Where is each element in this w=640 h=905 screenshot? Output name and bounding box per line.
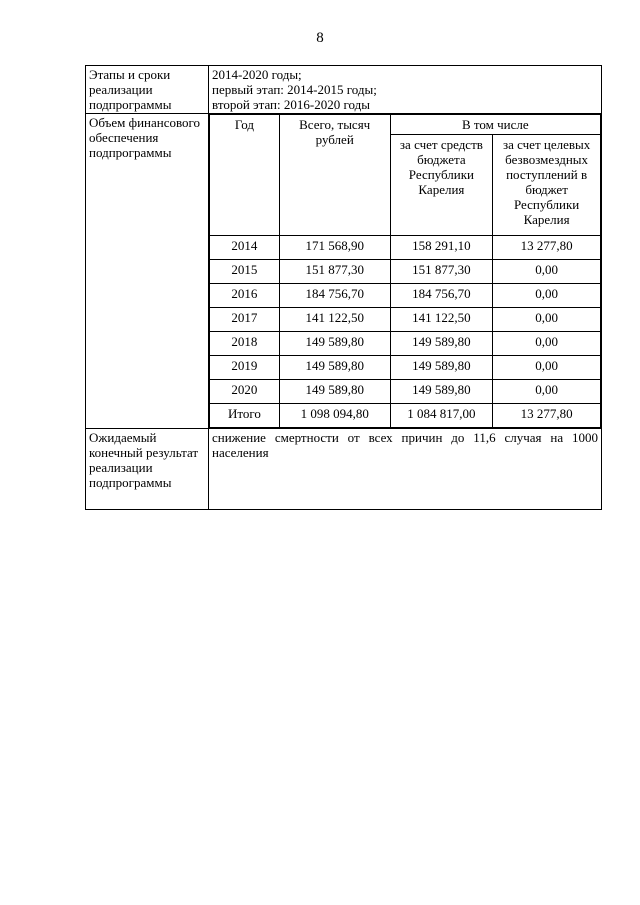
budget-cell: 149 589,80: [390, 380, 493, 404]
budget-cell: 1 084 817,00: [390, 404, 493, 428]
budget-cell: 149 589,80: [390, 356, 493, 380]
stages-row: [86, 66, 602, 114]
total-cell: 184 756,70: [279, 284, 390, 308]
financing-data-row: [210, 284, 601, 308]
total-cell: 149 589,80: [279, 332, 390, 356]
targeted-cell: 0,00: [493, 332, 601, 356]
financing-label: Объем финансового обеспечения подпрограммы: [86, 114, 209, 429]
total-cell: 141 122,50: [279, 308, 390, 332]
budget-cell: 149 589,80: [390, 332, 493, 356]
financing-header-row: [210, 115, 601, 135]
result-text: снижение смертности от всех причин до 11,6 случая на 1000 населения: [209, 429, 602, 510]
financing-row: [86, 114, 602, 429]
result-label: Ожидаемый конечный результат реализации подпрограммы: [86, 429, 209, 510]
financing-body: [210, 236, 601, 428]
targeted-cell: 0,00: [493, 284, 601, 308]
total-cell: 171 568,90: [279, 236, 390, 260]
targeted-cell: 0,00: [493, 260, 601, 284]
header-year: Год: [210, 115, 280, 236]
financing-data-row: [210, 404, 601, 428]
year-cell: 2018: [210, 332, 280, 356]
year-cell: 2015: [210, 260, 280, 284]
stages-line: первый этап: 2014-2015 годы;: [212, 82, 377, 97]
total-cell: 149 589,80: [279, 380, 390, 404]
stages-line: второй этап: 2016-2020 годы: [212, 97, 370, 112]
year-cell: 2016: [210, 284, 280, 308]
stages-text: [209, 66, 602, 114]
financing-cell: [209, 114, 602, 429]
year-cell: 2014: [210, 236, 280, 260]
total-cell: 1 098 094,80: [279, 404, 390, 428]
total-cell: 149 589,80: [279, 356, 390, 380]
result-row: [86, 429, 602, 510]
financing-data-row: [210, 332, 601, 356]
header-targeted: за счет целевых безвозмездных поступлений в бюджет Республики Карелия: [493, 135, 601, 236]
financing-data-row: [210, 356, 601, 380]
financing-data-row: [210, 380, 601, 404]
budget-cell: 141 122,50: [390, 308, 493, 332]
header-budget: за счет средств бюджета Республики Карелия: [390, 135, 493, 236]
budget-cell: 158 291,10: [390, 236, 493, 260]
year-cell: Итого: [210, 404, 280, 428]
targeted-cell: 0,00: [493, 308, 601, 332]
header-including: В том числе: [390, 115, 600, 135]
financing-table: [209, 114, 601, 428]
stages-line: 2014-2020 годы;: [212, 67, 302, 82]
targeted-cell: 0,00: [493, 380, 601, 404]
budget-cell: 151 877,30: [390, 260, 493, 284]
budget-cell: 184 756,70: [390, 284, 493, 308]
targeted-cell: 0,00: [493, 356, 601, 380]
year-cell: 2020: [210, 380, 280, 404]
subprogram-passport-table: [85, 65, 602, 510]
targeted-cell: 13 277,80: [493, 236, 601, 260]
targeted-cell: 13 277,80: [493, 404, 601, 428]
header-total: Всего, тысяч рублей: [279, 115, 390, 236]
financing-data-row: [210, 236, 601, 260]
year-cell: 2017: [210, 308, 280, 332]
year-cell: 2019: [210, 356, 280, 380]
financing-data-row: [210, 308, 601, 332]
stages-label: Этапы и сроки реализации подпрограммы: [86, 66, 209, 114]
financing-data-row: [210, 260, 601, 284]
page-number: 8: [316, 30, 324, 46]
total-cell: 151 877,30: [279, 260, 390, 284]
